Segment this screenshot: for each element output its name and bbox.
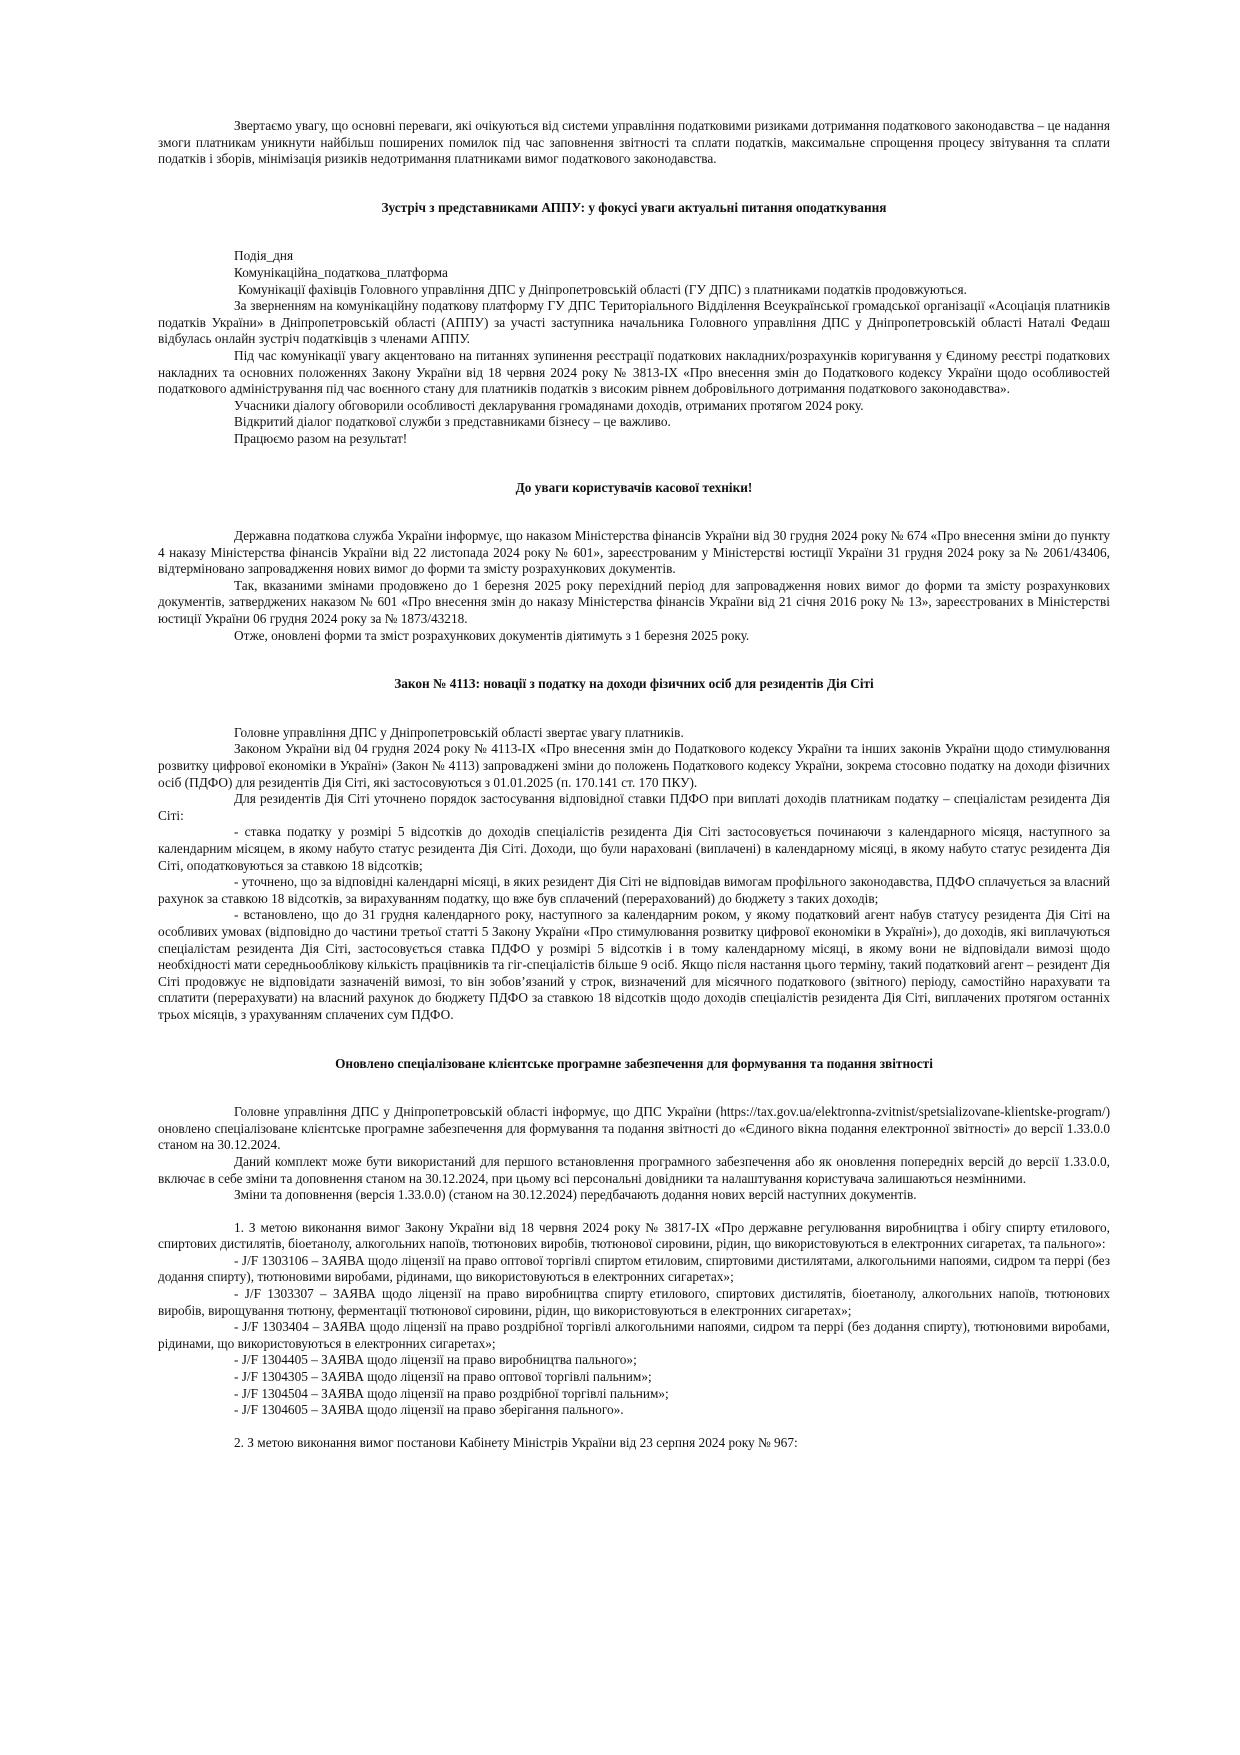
list-item: - ставка податку у розмірі 5 відсотків до доходів спеціалістів резидента Дія Сіті застосовується починаючи з календарного місяця, наступного за календарним місяцем, в якому набуто статус резидента Дія Сіті. Доходи, що були нараховані (виплачені) в календарному місяці, в якому набуто статус резидента Дія Сіті, оподатковуються за ставкою 18 відсотків; — [158, 824, 1110, 873]
paragraph: Для резидентів Дія Сіті уточнено порядок застосування відповідної ставки ПДФО при виплаті доходів платникам податку – спеціалістам резидента Дія Сіті: — [158, 791, 1110, 823]
hashtag-communication-platform: Комунікаційна_податкова_платформа — [234, 264, 448, 280]
paragraph: Працюємо разом на результат! — [234, 430, 408, 446]
list-item: - встановлено, що до 31 грудня календарного року, наступного за календарним роком, у якому податковий агент набув статусу резидента Дія Сіті на особливих умовах (відповідно до частини третьої статті 5 Закону України «Про стимулювання розвитку цифрової економіки в Україні»), до доходів, які виплачуються спеціалістам резидента Дія Сіті, застосовується ставка ПДФО у розмірі 5 відсотків і в тому календарному місяці, в якому вони не відповідали вимозі щодо необхідності мати середньооблікову кількість працівників та гіг-спеціалістів більше 9 осіб. Якщо після настання цього терміну, такий податковий агент – резидент Дія Сіті продовжує не відповідати зазначеній вимозі, то він зобов’язаний у строк, визначений для місячного податкового (звітного) періоду, самостійно нарахувати та сплатити (перерахувати) на власний рахунок до бюджету ПДФО за ставкою 18 відсотків щодо доходів спеціалістів резидента Дія Сіті, виплачених протягом останніх трьох місяців, з урахуванням сплачених сум ПДФО. — [158, 907, 1110, 1022]
list-item: - уточнено, що за відповідні календарні місяці, в яких резидент Дія Сіті не відповідав вимогам профільного законодавства, ПДФО сплачується за власний рахунок за ставкою 18 відсотків, за вирахуванням податку, що вже був сплачений (перерахований) до бюджету з таких доходів; — [158, 874, 1110, 906]
form-list-item: - J/F 1303307 – ЗАЯВА щодо ліцензії на право виробництва спирту етилового, спиртових дистилятів, біоетанолу, алкогольних напоїв, тютюнових виробів, вирощування тютюну, ферментації тютюнової сировини, рідин, що використовуються в електронних сигаретах»; — [158, 1286, 1110, 1318]
paragraph: За зверненням на комунікаційну податкову платформу ГУ ДПС Територіального Відділення Всеукраїнської громадської організації «Асоціація платників податків України» в Дніпропетровській області (АППУ) за участі заступника начальника Головного управління ДПС у Дніпропетровській області Наталі Федаш відбулась онлайн зустріч податківців з членами АППУ. — [158, 298, 1110, 347]
section-heading-software-update: Оновлено спеціалізоване клієнтське програмне забезпечення для формування та подання звітності — [335, 1055, 933, 1071]
paragraph: Під час комунікації увагу акцентовано на питаннях зупинення реєстрації податкових накладних/розрахунків коригування у Єдиному реєстрі податкових накладних та основних положеннях Закону України від 18 червня 2024 року № 3813-ІХ «Про внесення змін до Податкового кодексу України щодо особливостей податкового адміністрування під час воєнного стану для платників податків з високим рівнем добровільного дотримання податкового законодавства». — [158, 347, 1110, 397]
numbered-item-2: 2. З метою виконання вимог постанови Кабінету Міністрів України від 23 серпня 2024 року № 967: — [234, 1434, 798, 1450]
section-heading-cash-register: До уваги користувачів касової техніки! — [515, 479, 753, 495]
form-list-item: - J/F 1304605 – ЗАЯВА щодо ліцензії на право зберігання пального». — [234, 1402, 624, 1418]
section-heading-law-4113: Закон № 4113: новації з податку на доходи фізичних осіб для резидентів Дія Сіті — [394, 676, 874, 692]
paragraph: Законом України від 04 грудня 2024 року № 4113-ІХ «Про внесення змін до Податкового кодексу України та інших законів України щодо стимулювання розвитку цифрової економіки в Україні» (Закон № 4113) запроваджені зміни до положень Податкового кодексу України, зокрема стосовно податку на доходи фізичних осіб (ПДФО) для резидентів Дія Сіті, які застосовуються з 01.01.2025 (п. 170.141 ст. 170 ПКУ). — [158, 741, 1110, 790]
paragraph: Головне управління ДПС у Дніпропетровській області інформує, що ДПС України (https://tax.gov.ua/elektronna-zvitnist/spetsializovane-klientske-program/) оновлено спеціалізоване клієнтське програмне забезпечення для формування та подання звітності до «Єдиного вікна подання електронної звітності» до версії 1.33.0.0 станом на 30.12.2024. — [158, 1104, 1110, 1153]
paragraph: Головне управління ДПС у Дніпропетровській області звертає увагу платників. — [234, 724, 684, 740]
paragraph: Відкритий діалог податкової служби з представниками бізнесу – це важливо. — [234, 414, 671, 430]
paragraph: Даний комплект може бути використаний для першого встановлення програмного забезпечення або як оновлення попередніх версій до версії 1.33.0.0, включає в себе зміни та доповнення станом на 30.12.2024, при цьому всі персональні довідники та налаштування користувача залишаються незмінними. — [158, 1153, 1110, 1186]
paragraph: Отже, оновлені форми та зміст розрахункових документів діятимуть з 1 березня 2025 року. — [234, 627, 750, 643]
paragraph: Державна податкова служба України інформує, що наказом Міністерства фінансів України від 30 грудня 2024 року № 674 «Про внесення зміни до пункту 4 наказу Міністерства фінансів України від 22 листопада 2024 року № 601», зареєстрованим у Міністерстві юстиції України 31 грудня 2024 року за № 2061/43406, відтерміновано запровадження нових вимог до форми та змісту розрахункових документів. — [158, 528, 1110, 577]
hashtag-event-of-day: Подія_дня — [234, 248, 294, 264]
paragraph: Комунікації фахівців Головного управління ДПС у Дніпропетровській області (ГУ ДПС) з платниками податків продовжуються. — [238, 281, 967, 297]
form-list-item: - J/F 1303404 – ЗАЯВА щодо ліцензії на право роздрібної торгівлі алкогольними напоями, сидром та перрі (без додання спирту), тютюновими виробами, рідинами, що використовуються в електронних сигаретах»; — [158, 1319, 1110, 1351]
numbered-item-1: 1. З метою виконання вимог Закону України від 18 червня 2024 року № 3817-ІХ «Про державне регулювання виробництва і обігу спирту етилового, спиртових дистилятів, біоетанолу, алкогольних напоїв, тютюнових виробів, тютюнової сировини, рідин, що використовуються в електронних сигаретах, та пального»: — [158, 1219, 1110, 1252]
form-list-item: - J/F 1303106 – ЗАЯВА щодо ліцензії на право оптової торгівлі спиртом етиловим, спиртовими дистилятами, алкогольними напоями, сидром та перрі (без додання спирту), тютюновими виробами, рідинами, що використовуються в електронних сигаретах»; — [158, 1252, 1110, 1285]
paragraph: Учасники діалогу обговорили особливості декларування громадянами доходів, отриманих протягом 2024 року. — [234, 397, 864, 413]
form-list-item: - J/F 1304504 – ЗАЯВА щодо ліцензії на право роздрібної торгівлі пальним»; — [234, 1385, 669, 1401]
document-page — [158, 118, 1110, 1451]
intro-paragraph: Звертаємо увагу, що основні переваги, які очікуються від системи управління податковими ризиками дотримання податкового законодавства – це надання змоги платникам уникнути найбільш поширених помилок під час заповнення звітності та сплати податків, максимальне спрощення процесу звітування та сплати податків і зборів, мінімізація ризиків недотримання платниками вимог податкового законодавства. — [158, 118, 1110, 167]
form-list-item: - J/F 1304405 – ЗАЯВА щодо ліцензії на право виробництва пального»; — [234, 1352, 637, 1368]
form-list-item: - J/F 1304305 – ЗАЯВА щодо ліцензії на право оптової торгівлі пальним»; — [234, 1369, 652, 1385]
paragraph: Так, вказаними змінами продовжено до 1 березня 2025 року перехідний період для запровадження нових вимог до форми та змісту розрахункових документів, затверджених наказом № 601 «Про внесення змін до наказу Міністерства фінансів України від 21 січня 2016 року № 13», зареєстрованих в Міністерстві юстиції України 06 грудня 2024 року за № 1873/43218. — [158, 577, 1110, 627]
paragraph: Зміни та доповнення (версія 1.33.0.0) (станом на 30.12.2024) передбачають додання нових версій наступних документів. — [234, 1187, 917, 1203]
section-heading-appu-meeting: Зустріч з представниками АППУ: у фокусі уваги актуальні питання оподаткування — [381, 199, 887, 215]
